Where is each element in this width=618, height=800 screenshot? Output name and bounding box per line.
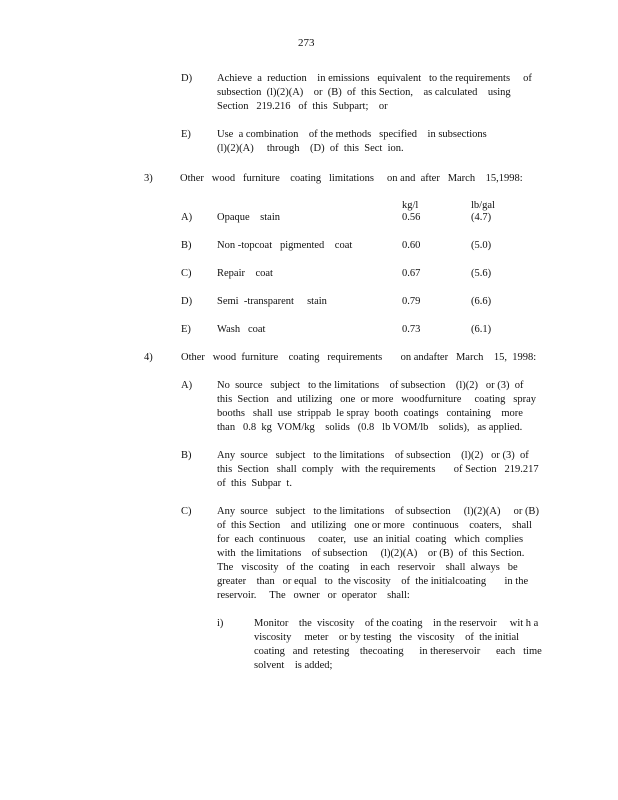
section-4-label: 4) (144, 352, 153, 363)
table-row-kgl: 0.56 (402, 212, 421, 223)
text-line: (l)(2)(A) through (D) of this Sect ion. (217, 143, 404, 154)
table-row-kgl: 0.60 (402, 240, 421, 251)
text-line: greater than or equal to the viscosity of the initialcoating in the (217, 576, 529, 587)
item-b-text (217, 449, 539, 491)
table-row-name: Semi -transparent stain (217, 296, 327, 307)
text-line: subsection (l)(2)(A) or (B) of this Section, as calculated using (217, 87, 511, 98)
item-d-label: D) (181, 73, 193, 84)
item-a-text (217, 379, 536, 435)
table-row-label: A) (181, 212, 193, 223)
table-row-kgl: 0.79 (402, 296, 421, 307)
text-line: booths shall use strippab le spray booth coatings containing more (217, 408, 523, 419)
text-line: solvent is added; (254, 660, 333, 671)
text-line: with the limitations of subsection (l)(2)(A) or (B) of this Section. (217, 548, 525, 559)
section-3-label: 3) (144, 173, 153, 184)
table-row-lbgal: (4.7) (471, 212, 492, 223)
item-b-label: B) (181, 450, 192, 461)
item-c-label: C) (181, 506, 192, 517)
text-line: Monitor the viscosity of the coating in the reservoir wit h a (254, 618, 539, 629)
text-line: Section 219.216 of this Subpart; or (217, 101, 388, 112)
text-line: Any source subject to the limitations of subsection (l)(2)(A) or (B) (217, 506, 539, 517)
text-line: viscosity meter or by testing the viscosity of the initial (254, 632, 520, 643)
table-row-name: Non -topcoat pigmented coat (217, 240, 353, 251)
text-line: coating and retesting thecoating in thereservoir each time (254, 646, 542, 657)
item-e-label: E) (181, 129, 191, 140)
text-line: this Section shall comply with the requirements of Section 219.217 (217, 464, 539, 475)
text-line: of this Subpar t. (217, 478, 292, 489)
table-row-label: B) (181, 240, 192, 251)
item-i-text (254, 617, 542, 673)
table-row-name: Wash coat (217, 324, 266, 335)
section-4-heading: Other wood furniture coating requirements on andafter March 15, 1998: (181, 352, 537, 363)
table-row-lbgal: (6.6) (471, 296, 492, 307)
table-row-name: Opaque stain (217, 212, 280, 223)
item-d-text (217, 72, 532, 114)
text-line: reservoir. The owner or operator shall: (217, 590, 410, 601)
text-line: The viscosity of the coating in each reservoir shall always be (217, 562, 518, 573)
page-number: 273 (298, 37, 315, 49)
table-row-lbgal: (5.0) (471, 240, 492, 251)
text-line: of this Section and utilizing one or more continuous coaters, shall (217, 520, 532, 531)
text-line: Any source subject to the limitations of subsection (l)(2) or (3) of (217, 450, 529, 461)
table-row-label: C) (181, 268, 192, 279)
text-line: No source subject to the limitations of subsection (l)(2) or (3) of (217, 380, 524, 391)
table-row-name: Repair coat (217, 268, 273, 279)
text-line: this Section and utilizing one or more woodfurniture coating spray (217, 394, 537, 405)
table-row-kgl: 0.67 (402, 268, 421, 279)
section-3-heading: Other wood furniture coating limitations on and after March 15,1998: (180, 173, 523, 184)
table-row-lbgal: (6.1) (471, 324, 492, 335)
item-c-text (217, 505, 539, 603)
text-line: for each continuous coater, use an initial coating which complies (217, 534, 524, 545)
column-header-kgl: kg/l (402, 200, 419, 211)
text-line: Use a combination of the methods specified in subsections (217, 129, 487, 140)
item-e-text (217, 128, 487, 156)
table-row-label: D) (181, 296, 193, 307)
column-header-lbgal: lb/gal (471, 200, 495, 211)
table-row-label: E) (181, 324, 191, 335)
table-row-kgl: 0.73 (402, 324, 421, 335)
text-line: than 0.8 kg VOM/kg solids (0.8 lb VOM/lb solids), as applied. (217, 422, 523, 433)
text-line: Achieve a reduction in emissions equivalent to the requirements of (217, 73, 532, 84)
item-i-label: i) (217, 618, 224, 629)
item-a-label: A) (181, 380, 193, 391)
table-row-lbgal: (5.6) (471, 268, 492, 279)
